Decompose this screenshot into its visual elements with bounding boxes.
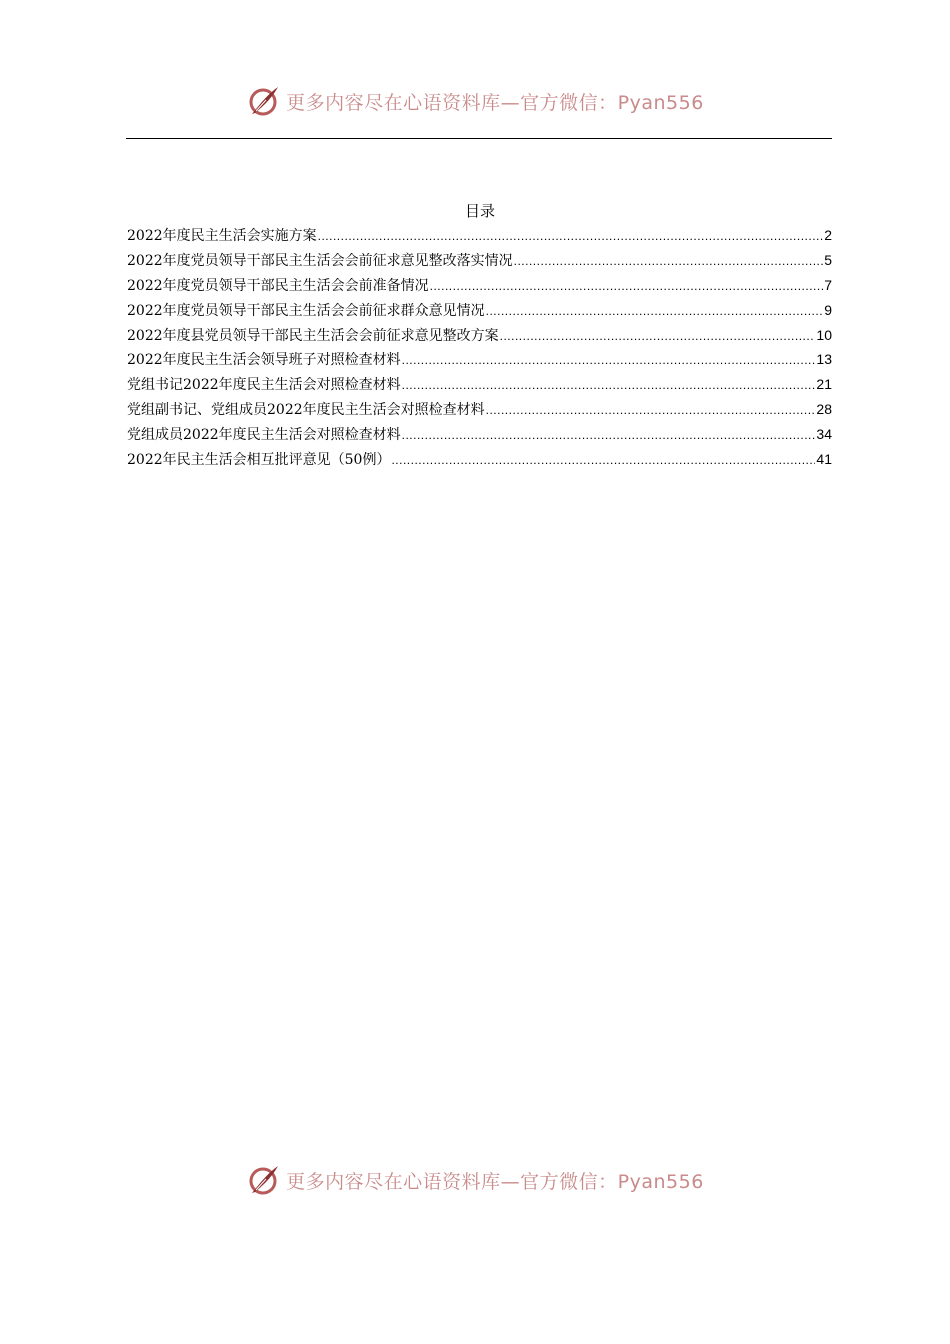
toc-entry-page-number: 21 <box>816 376 832 393</box>
toc-entry-label: 党组副书记、党组成员2022年度民主生活会对照检查材料 <box>127 402 485 419</box>
quill-logo-icon <box>246 1163 280 1197</box>
toc-entry[interactable] <box>127 424 832 449</box>
toc-entry[interactable] <box>127 300 832 325</box>
toc-dot-leader <box>318 226 824 246</box>
header-watermark-text: 更多内容尽在心语资料库—官方微信：Pyan556 <box>286 91 704 114</box>
toc-entry-page-number: 13 <box>816 351 832 368</box>
table-of-contents <box>127 225 832 474</box>
toc-entry-page-number: 41 <box>816 451 832 468</box>
toc-entry-label: 党组书记2022年度民主生活会对照检查材料 <box>127 377 401 394</box>
toc-dot-leader <box>402 350 816 370</box>
toc-dot-leader <box>514 251 824 271</box>
toc-entry-page-number: 10 <box>816 326 832 343</box>
toc-entry-label: 2022年度民主生活会实施方案 <box>127 228 317 244</box>
toc-title: 目录 <box>464 202 495 220</box>
toc-entry-label: 2022年度县党员领导干部民主生活会会前征求意见整改方案 <box>127 327 499 344</box>
toc-entry[interactable] <box>127 325 832 350</box>
toc-dot-leader <box>486 400 816 420</box>
quill-logo-icon <box>246 84 280 118</box>
toc-entry[interactable] <box>127 250 832 275</box>
header-watermark <box>0 84 950 118</box>
toc-entry-label: 2022年度党员领导干部民主生活会会前征求意见整改落实情况 <box>127 252 513 269</box>
toc-entry[interactable] <box>127 225 832 250</box>
footer-watermark <box>0 1163 950 1197</box>
toc-dot-leader <box>402 425 816 445</box>
toc-entry[interactable] <box>127 399 832 424</box>
header-divider <box>126 138 832 139</box>
toc-entry[interactable] <box>127 275 832 300</box>
toc-entry-page-number: 2 <box>824 227 832 243</box>
toc-dot-leader <box>402 375 816 395</box>
toc-entry[interactable] <box>127 449 832 474</box>
toc-entry-label: 2022年度党员领导干部民主生活会会前征求群众意见情况 <box>127 302 485 319</box>
toc-entry-label: 2022年度民主生活会领导班子对照检查材料 <box>127 352 401 369</box>
toc-entry[interactable] <box>127 374 832 399</box>
toc-entry-page-number: 7 <box>824 276 832 293</box>
toc-entry-page-number: 28 <box>816 401 832 418</box>
toc-dot-leader <box>486 301 824 321</box>
toc-entry[interactable] <box>127 349 832 374</box>
toc-entry-label: 党组成员2022年度民主生活会对照检查材料 <box>127 427 401 444</box>
toc-entry-page-number: 34 <box>816 426 832 443</box>
footer-watermark-text: 更多内容尽在心语资料库—官方微信：Pyan556 <box>286 1170 704 1193</box>
toc-entry-label: 2022年民主生活会相互批评意见（50例） <box>127 452 391 469</box>
toc-entry-page-number: 9 <box>824 301 832 318</box>
toc-dot-leader <box>391 450 815 470</box>
toc-entry-page-number: 5 <box>824 251 832 268</box>
toc-entry-label: 2022年度党员领导干部民主生活会会前准备情况 <box>127 277 429 294</box>
toc-dot-leader <box>500 326 816 346</box>
toc-dot-leader <box>430 276 824 296</box>
